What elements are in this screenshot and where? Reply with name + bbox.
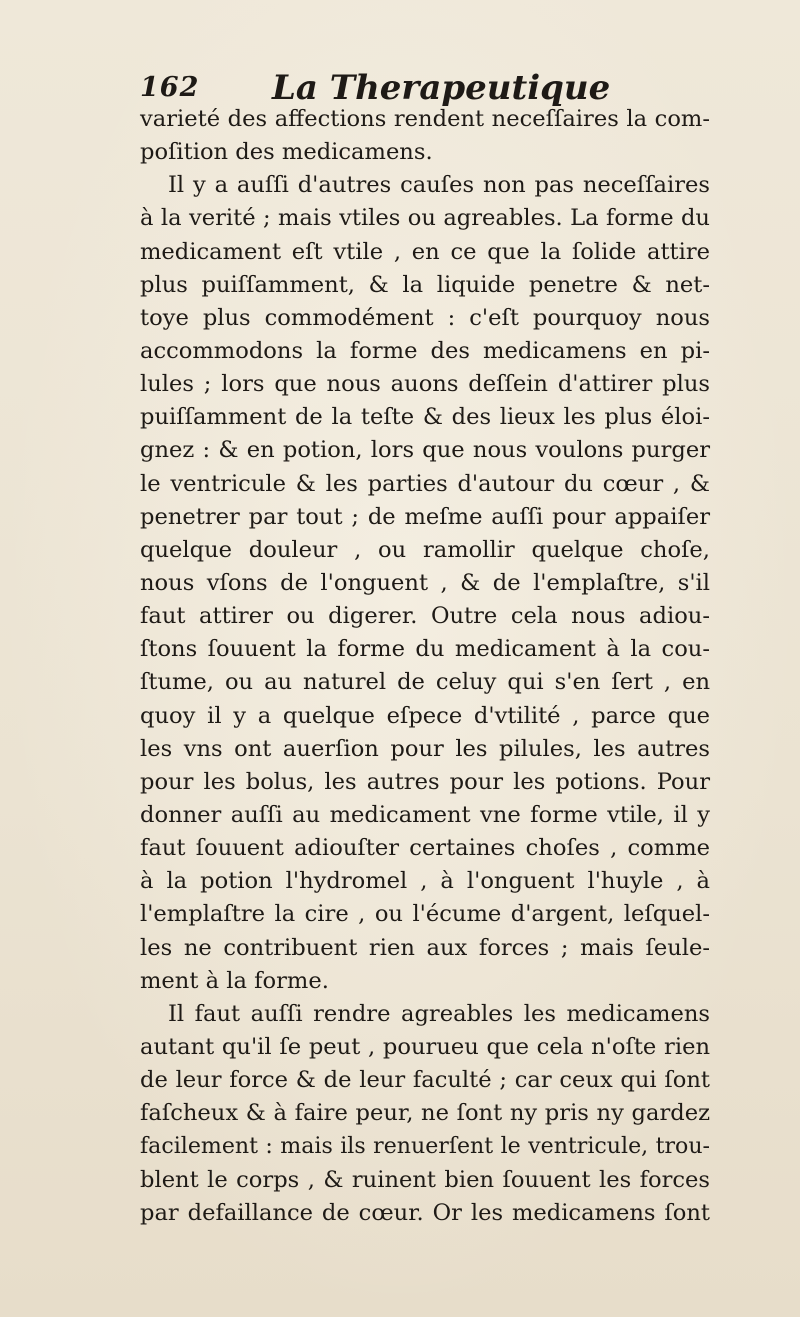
text-line: donner auſſi au medicament vne forme vtile, il y	[140, 801, 710, 828]
text-line: le ventricule & les parties d'autour du cœur , &	[140, 470, 710, 497]
text-line: poſition des medicamens.	[140, 139, 433, 166]
text-line: toye plus commodément : c'eſt pourquoy nous	[140, 304, 710, 331]
text-line: faſcheux & à faire peur, ne ſont ny pris ny gardez	[140, 1100, 710, 1127]
text-line: ſtons ſouuent la forme du medicament à la cou-	[140, 636, 710, 663]
text-line: à la verité ; mais vtiles ou agreables. La forme du	[140, 205, 710, 232]
text-line: les ne contribuent rien aux forces ; mais ſeule-	[140, 934, 710, 961]
running-title: La Therapeutique	[272, 68, 611, 108]
text-line: blent le corps , & ruinent bien ſouuent les forces	[140, 1166, 710, 1193]
text-line: à la potion l'hydromel , à l'onguent l'huyle , à	[140, 868, 710, 895]
body-text	[140, 103, 710, 1230]
text-line: par defaillance de cœur. Or les medicamens ſont	[140, 1199, 710, 1226]
text-line: l'emplaſtre la cire , ou l'écume d'argent, leſquel-	[140, 901, 710, 928]
text-line: lules ; lors que nous auons deſſein d'attirer plus	[140, 371, 710, 398]
text-line: plus puiſſamment, & la liquide penetre & net-	[140, 271, 710, 298]
text-line: quelque douleur , ou ramollir quelque choſe,	[140, 536, 710, 563]
text-line: accommodons la forme des medicamens en pi-	[140, 337, 710, 364]
text-line: Il faut auſſi rendre agreables les medicamens	[168, 1000, 710, 1027]
text-line: les vns ont auerſion pour les pilules, les autres	[140, 735, 710, 762]
page-number: 162	[140, 72, 200, 103]
text-line: ment à la forme.	[140, 967, 329, 994]
text-line: penetrer par tout ; de meſme auſſi pour appaiſer	[140, 503, 710, 530]
text-line: faut ſouuent adiouſter certaines choſes , comme	[140, 835, 710, 862]
text-line: varieté des affections rendent neceſſaires la com-	[140, 106, 710, 132]
text-line: ſtume, ou au naturel de celuy qui s'en ſert , en	[140, 669, 710, 696]
text-line: pour les bolus, les autres pour les potions. Pour	[140, 768, 710, 795]
text-line: de leur force & de leur faculté ; car ceux qui ſont	[140, 1067, 710, 1094]
text-line: gnez : & en potion, lors que nous voulons purger	[140, 437, 710, 464]
text-line: autant qu'il ſe peut , pourueu que cela n'oſte rien	[140, 1033, 710, 1060]
text-line: puiſſamment de la teſte & des lieux les plus éloi-	[140, 404, 710, 431]
text-line: nous vſons de l'onguent , & de l'emplaſtre, s'il	[140, 569, 710, 596]
text-line: quoy il y a quelque eſpece d'vtilité , parce que	[140, 702, 710, 729]
text-line: facilement : mais ils renuerſent le ventricule, trou-	[140, 1133, 710, 1160]
text-line: Il y a auſſi d'autres cauſes non pas neceſſaires	[168, 172, 710, 199]
text-line: faut attirer ou digerer. Outre cela nous adiou-	[140, 603, 710, 630]
text-line: medicament eſt vtile , en ce que la ſolide attire	[140, 238, 710, 265]
